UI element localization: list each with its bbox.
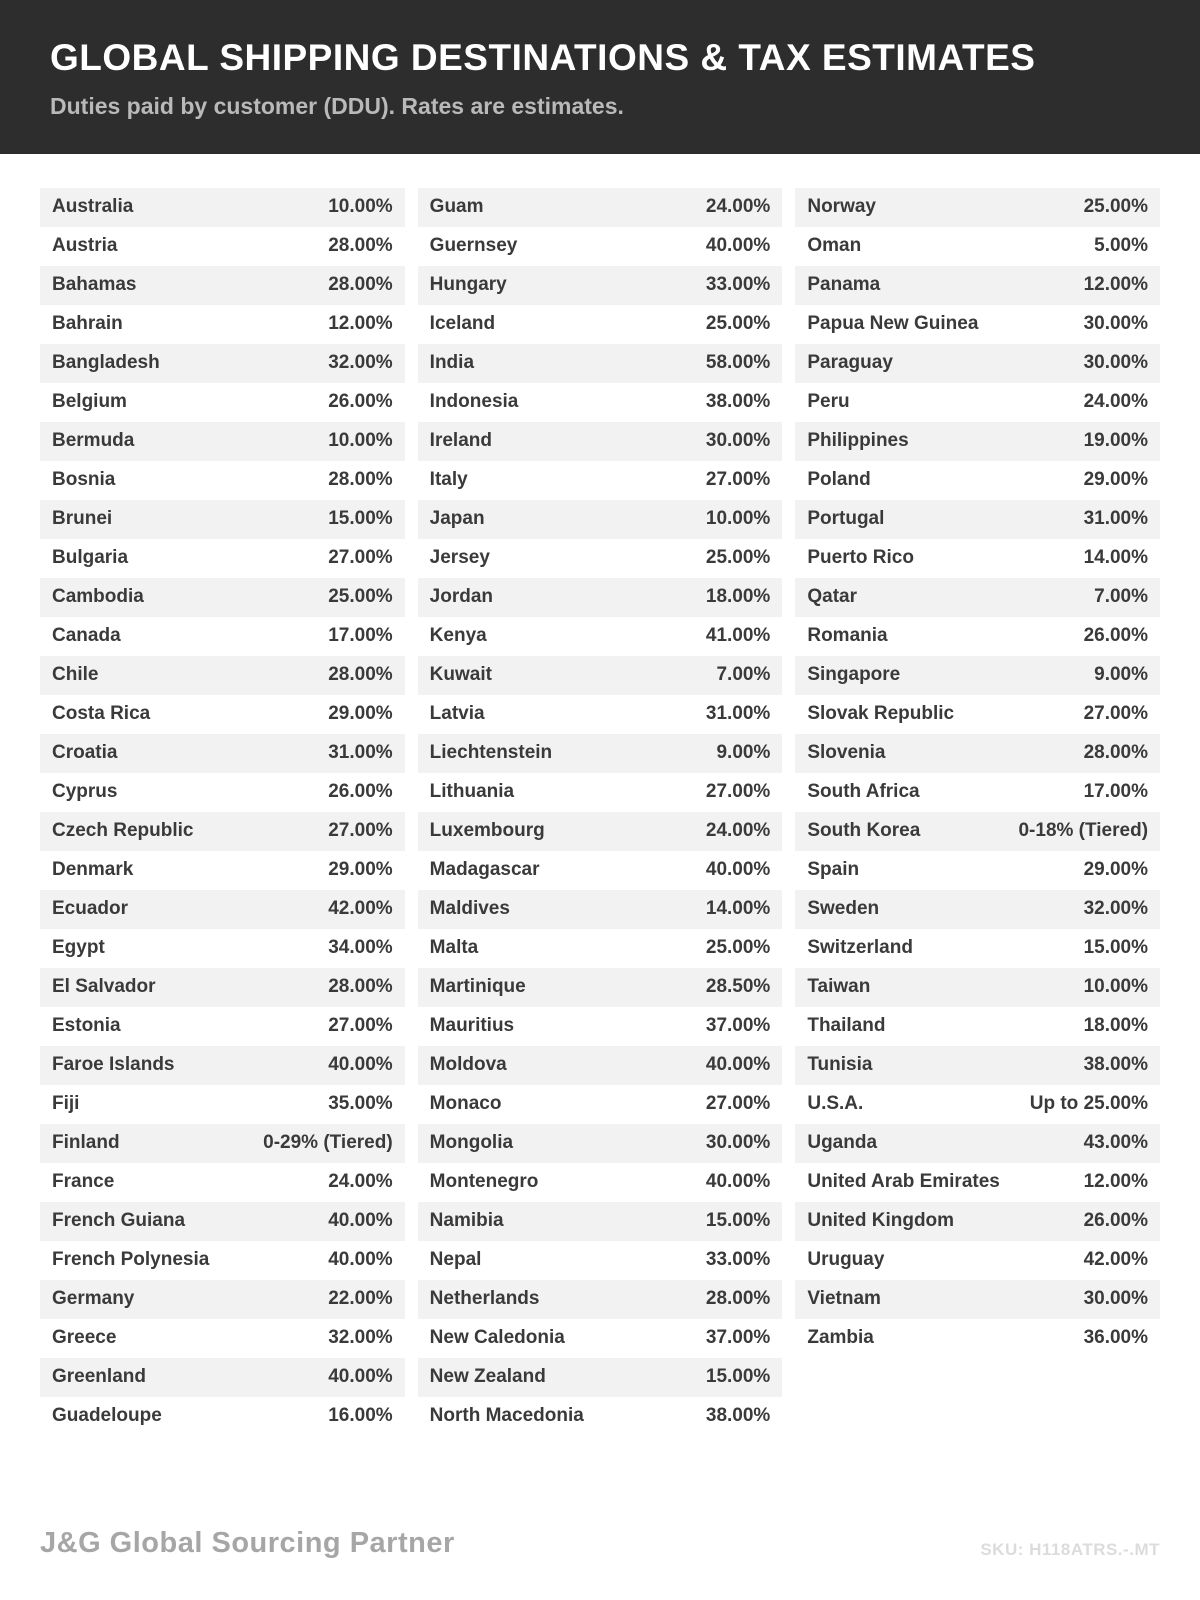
country-name: Belgium xyxy=(52,391,127,413)
table-row xyxy=(418,578,783,617)
tax-rate: 42.00% xyxy=(328,898,393,920)
tax-rate: 25.00% xyxy=(1083,196,1149,218)
country-name: Tunisia xyxy=(807,1054,873,1076)
country-name: Greenland xyxy=(52,1366,146,1388)
tax-rate: 26.00% xyxy=(328,391,393,413)
table-row xyxy=(795,734,1160,773)
country-name: French Guiana xyxy=(52,1210,186,1232)
tax-rate: 29.00% xyxy=(1083,859,1149,881)
tax-rate: 25.00% xyxy=(705,547,771,569)
country-name: Guam xyxy=(429,196,484,218)
country-name: United Kingdom xyxy=(807,1210,955,1232)
tax-rate: 27.00% xyxy=(328,547,393,569)
table-row xyxy=(418,1046,783,1085)
country-name: Egypt xyxy=(52,937,105,959)
table-row xyxy=(795,1085,1160,1124)
table-row xyxy=(418,890,783,929)
tax-rate: 29.00% xyxy=(1083,469,1149,491)
country-name: Luxembourg xyxy=(429,820,545,842)
rate-column-1 xyxy=(40,188,405,1436)
country-name: Nepal xyxy=(429,1249,482,1271)
table-row xyxy=(418,617,783,656)
country-name: North Macedonia xyxy=(429,1405,584,1427)
tax-rate: 10.00% xyxy=(328,196,393,218)
tax-rate: 28.00% xyxy=(328,235,393,257)
tax-rate: 26.00% xyxy=(1083,1210,1149,1232)
country-name: Portugal xyxy=(807,508,885,530)
table-row xyxy=(40,1163,405,1202)
table-row xyxy=(40,1046,405,1085)
table-row xyxy=(40,1358,405,1397)
country-name: Philippines xyxy=(807,430,909,452)
country-name: South Africa xyxy=(807,781,920,803)
tax-rate: 24.00% xyxy=(1083,391,1149,413)
tax-rate: 25.00% xyxy=(705,313,771,335)
country-name: Ecuador xyxy=(52,898,129,920)
table-row xyxy=(795,656,1160,695)
table-row xyxy=(795,305,1160,344)
page-header xyxy=(0,0,1200,154)
table-row xyxy=(418,266,783,305)
tax-rate: 22.00% xyxy=(328,1288,393,1310)
country-name: Denmark xyxy=(52,859,134,881)
country-name: Bosnia xyxy=(52,469,116,491)
country-name: Namibia xyxy=(429,1210,504,1232)
tax-rate: 27.00% xyxy=(1083,703,1149,725)
tax-rate: 28.00% xyxy=(328,469,393,491)
country-name: Vietnam xyxy=(807,1288,881,1310)
country-name: Malta xyxy=(429,937,479,959)
table-row xyxy=(40,773,405,812)
tax-rate: 28.00% xyxy=(328,274,393,296)
tax-rate: 27.00% xyxy=(705,469,771,491)
tax-rate: 18.00% xyxy=(1083,1015,1149,1037)
tax-rate: 30.00% xyxy=(1083,1288,1149,1310)
country-name: El Salvador xyxy=(52,976,156,998)
tax-rate: 30.00% xyxy=(1083,352,1149,374)
tax-rate: 28.00% xyxy=(1083,742,1149,764)
table-row xyxy=(795,695,1160,734)
tax-rate: 26.00% xyxy=(328,781,393,803)
tax-rate: 29.00% xyxy=(328,859,393,881)
table-row xyxy=(795,1319,1160,1358)
tax-rate: 25.00% xyxy=(705,937,771,959)
tax-rate: 33.00% xyxy=(705,274,771,296)
country-name: Singapore xyxy=(807,664,901,686)
tax-rate: 40.00% xyxy=(328,1366,393,1388)
table-row xyxy=(40,461,405,500)
table-row xyxy=(418,1007,783,1046)
table-row xyxy=(40,1202,405,1241)
table-row xyxy=(795,422,1160,461)
tax-rate: 10.00% xyxy=(1083,976,1149,998)
country-name: Austria xyxy=(52,235,118,257)
table-row xyxy=(418,539,783,578)
tax-rate: 27.00% xyxy=(328,1015,393,1037)
table-row xyxy=(418,1397,783,1436)
tax-rate: 29.00% xyxy=(328,703,393,725)
tax-rate: 12.00% xyxy=(1083,1171,1149,1193)
tax-rate: 24.00% xyxy=(705,820,771,842)
country-name: Hungary xyxy=(429,274,507,296)
country-name: Zambia xyxy=(807,1327,874,1349)
table-row xyxy=(418,1124,783,1163)
country-name: Guernsey xyxy=(429,235,518,257)
country-name: Latvia xyxy=(429,703,485,725)
tax-rate: 17.00% xyxy=(328,625,393,647)
country-name: Cyprus xyxy=(52,781,118,803)
country-name: U.S.A. xyxy=(807,1093,864,1115)
tax-rate: 28.00% xyxy=(328,976,393,998)
country-name: Bermuda xyxy=(52,430,135,452)
table-row xyxy=(40,812,405,851)
tax-rate: 38.00% xyxy=(1083,1054,1149,1076)
tax-rate: 27.00% xyxy=(328,820,393,842)
tax-rate: 31.00% xyxy=(328,742,393,764)
country-name: Germany xyxy=(52,1288,135,1310)
country-name: Jersey xyxy=(429,547,490,569)
table-row xyxy=(418,500,783,539)
tax-rate: 14.00% xyxy=(705,898,771,920)
tax-rate: 31.00% xyxy=(705,703,771,725)
brand-name: J&G Global Sourcing Partner xyxy=(40,1527,455,1559)
tax-rate: 35.00% xyxy=(328,1093,393,1115)
tax-rate: 36.00% xyxy=(1083,1327,1149,1349)
table-row xyxy=(795,1163,1160,1202)
country-name: Kuwait xyxy=(429,664,492,686)
country-name: Mongolia xyxy=(429,1132,514,1154)
country-name: Slovenia xyxy=(807,742,886,764)
country-name: Spain xyxy=(807,859,860,881)
country-name: Ireland xyxy=(429,430,492,452)
country-name: Thailand xyxy=(807,1015,886,1037)
country-name: Poland xyxy=(807,469,871,491)
country-name: Uruguay xyxy=(807,1249,885,1271)
table-row xyxy=(795,1046,1160,1085)
country-name: Chile xyxy=(52,664,99,686)
tax-rate: 27.00% xyxy=(705,781,771,803)
tax-rate: 10.00% xyxy=(705,508,771,530)
country-name: Martinique xyxy=(429,976,526,998)
table-row xyxy=(418,227,783,266)
table-row xyxy=(795,929,1160,968)
table-row xyxy=(795,266,1160,305)
tax-rate: 32.00% xyxy=(328,352,393,374)
country-name: Greece xyxy=(52,1327,117,1349)
tax-rate: Up to 25.00% xyxy=(1029,1093,1149,1115)
tax-rate: 28.00% xyxy=(328,664,393,686)
tax-rate: 38.00% xyxy=(705,1405,771,1427)
table-row xyxy=(418,1163,783,1202)
tax-rate: 19.00% xyxy=(1083,430,1149,452)
country-name: Bahrain xyxy=(52,313,123,335)
country-name: Qatar xyxy=(807,586,857,608)
table-row xyxy=(418,656,783,695)
country-name: Costa Rica xyxy=(52,703,151,725)
tax-rate: 7.00% xyxy=(1094,586,1149,608)
table-row xyxy=(418,461,783,500)
table-row xyxy=(795,188,1160,227)
table-row xyxy=(40,851,405,890)
tax-rate: 42.00% xyxy=(1083,1249,1149,1271)
table-row xyxy=(40,1397,405,1436)
tax-rate: 37.00% xyxy=(705,1327,771,1349)
sku-label: SKU: H118ATRS.-.MT xyxy=(980,1540,1160,1559)
table-row xyxy=(40,266,405,305)
tax-rate: 40.00% xyxy=(705,859,771,881)
table-row xyxy=(40,929,405,968)
country-name: New Zealand xyxy=(429,1366,546,1388)
table-row xyxy=(40,617,405,656)
tax-rate: 40.00% xyxy=(705,1171,771,1193)
country-name: French Polynesia xyxy=(52,1249,210,1271)
country-name: Sweden xyxy=(807,898,880,920)
tax-rate: 58.00% xyxy=(705,352,771,374)
country-name: Liechtenstein xyxy=(429,742,553,764)
table-row xyxy=(418,968,783,1007)
table-row xyxy=(40,1085,405,1124)
tax-rate: 9.00% xyxy=(716,742,771,764)
tax-rate: 5.00% xyxy=(1094,235,1149,257)
tax-rate: 7.00% xyxy=(716,664,771,686)
table-row xyxy=(418,305,783,344)
tax-rate: 41.00% xyxy=(705,625,771,647)
tax-rate: 28.00% xyxy=(705,1288,771,1310)
country-name: Australia xyxy=(52,196,134,218)
country-name: Indonesia xyxy=(429,391,519,413)
tax-rate: 14.00% xyxy=(1083,547,1149,569)
table-row xyxy=(795,383,1160,422)
tax-rate: 15.00% xyxy=(1083,937,1149,959)
country-name: South Korea xyxy=(807,820,921,842)
table-row xyxy=(40,500,405,539)
country-name: Lithuania xyxy=(429,781,515,803)
table-row xyxy=(418,383,783,422)
country-name: United Arab Emirates xyxy=(807,1171,1000,1193)
country-name: Japan xyxy=(429,508,485,530)
table-row xyxy=(40,188,405,227)
table-row xyxy=(418,344,783,383)
table-row xyxy=(40,305,405,344)
tax-rate: 28.50% xyxy=(705,976,771,998)
table-row xyxy=(418,1280,783,1319)
tax-rate: 12.00% xyxy=(328,313,393,335)
table-row xyxy=(795,890,1160,929)
country-name: Faroe Islands xyxy=(52,1054,175,1076)
table-row xyxy=(795,1241,1160,1280)
country-name: Fiji xyxy=(52,1093,80,1115)
table-row xyxy=(795,1124,1160,1163)
country-name: Jordan xyxy=(429,586,494,608)
tax-rate: 16.00% xyxy=(328,1405,393,1427)
country-name: Brunei xyxy=(52,508,113,530)
country-name: Finland xyxy=(52,1132,120,1154)
tax-rate: 30.00% xyxy=(705,1132,771,1154)
tax-rate: 24.00% xyxy=(705,196,771,218)
country-name: Montenegro xyxy=(429,1171,539,1193)
country-name: Oman xyxy=(807,235,862,257)
table-row xyxy=(40,539,405,578)
tax-rate: 40.00% xyxy=(705,235,771,257)
table-row xyxy=(795,578,1160,617)
tax-rate: 27.00% xyxy=(705,1093,771,1115)
table-row xyxy=(418,929,783,968)
country-name: Guadeloupe xyxy=(52,1405,162,1427)
table-row xyxy=(418,851,783,890)
tax-rate: 40.00% xyxy=(328,1249,393,1271)
tax-rate: 0-18% (Tiered) xyxy=(1018,820,1149,842)
table-row xyxy=(40,1280,405,1319)
table-row xyxy=(40,1124,405,1163)
page-title: GLOBAL SHIPPING DESTINATIONS & TAX ESTIMATES xyxy=(50,37,1036,78)
tax-rate: 32.00% xyxy=(1083,898,1149,920)
country-name: Bangladesh xyxy=(52,352,160,374)
country-name: Slovak Republic xyxy=(807,703,955,725)
country-name: Kenya xyxy=(429,625,487,647)
tax-rate: 40.00% xyxy=(328,1210,393,1232)
tax-rate: 12.00% xyxy=(1083,274,1149,296)
country-name: Moldova xyxy=(429,1054,507,1076)
table-row xyxy=(795,1007,1160,1046)
tax-rate: 34.00% xyxy=(328,937,393,959)
tax-rate: 26.00% xyxy=(1083,625,1149,647)
table-row xyxy=(795,344,1160,383)
table-row xyxy=(418,188,783,227)
country-name: Paraguay xyxy=(807,352,893,374)
rate-column-2 xyxy=(418,188,783,1436)
page-subtitle: Duties paid by customer (DDU). Rates are estimates. xyxy=(50,92,624,119)
country-name: Norway xyxy=(807,196,876,218)
country-name: Peru xyxy=(807,391,850,413)
tax-rate: 0-29% (Tiered) xyxy=(263,1132,393,1154)
table-row xyxy=(40,656,405,695)
table-row xyxy=(418,1241,783,1280)
table-row xyxy=(40,734,405,773)
table-row xyxy=(40,1241,405,1280)
country-name: Panama xyxy=(807,274,881,296)
table-row xyxy=(40,344,405,383)
rates-table xyxy=(0,154,1200,1436)
tax-rate: 30.00% xyxy=(705,430,771,452)
table-row xyxy=(418,1202,783,1241)
rate-column-3 xyxy=(795,188,1160,1358)
table-row xyxy=(795,968,1160,1007)
tax-rate: 43.00% xyxy=(1083,1132,1149,1154)
country-name: Monaco xyxy=(429,1093,502,1115)
tax-rate: 15.00% xyxy=(705,1210,771,1232)
table-row xyxy=(418,812,783,851)
tax-rate: 10.00% xyxy=(328,430,393,452)
country-name: Puerto Rico xyxy=(807,547,914,569)
table-row xyxy=(795,1280,1160,1319)
tax-rate: 40.00% xyxy=(705,1054,771,1076)
table-row xyxy=(418,1085,783,1124)
table-row xyxy=(418,773,783,812)
table-row xyxy=(418,734,783,773)
country-name: Romania xyxy=(807,625,888,647)
table-row xyxy=(40,227,405,266)
country-name: Maldives xyxy=(429,898,510,920)
country-name: Taiwan xyxy=(807,976,871,998)
country-name: Italy xyxy=(429,469,468,491)
table-row xyxy=(795,617,1160,656)
country-name: Estonia xyxy=(52,1015,121,1037)
country-name: New Caledonia xyxy=(429,1327,565,1349)
tax-rate: 33.00% xyxy=(705,1249,771,1271)
tax-rate: 15.00% xyxy=(705,1366,771,1388)
country-name: Switzerland xyxy=(807,937,913,959)
country-name: Croatia xyxy=(52,742,118,764)
table-row xyxy=(418,422,783,461)
tax-rate: 9.00% xyxy=(1094,664,1149,686)
country-name: Bahamas xyxy=(52,274,137,296)
country-name: Netherlands xyxy=(429,1288,540,1310)
country-name: Canada xyxy=(52,625,121,647)
tax-rate: 30.00% xyxy=(1083,313,1149,335)
page-footer xyxy=(40,1527,1160,1560)
country-name: Cambodia xyxy=(52,586,144,608)
table-row xyxy=(795,227,1160,266)
table-row xyxy=(40,890,405,929)
table-row xyxy=(795,773,1160,812)
table-row xyxy=(40,578,405,617)
table-row xyxy=(40,1007,405,1046)
table-row xyxy=(795,500,1160,539)
table-row xyxy=(40,383,405,422)
country-name: Bulgaria xyxy=(52,547,129,569)
country-name: Uganda xyxy=(807,1132,878,1154)
tax-rate: 38.00% xyxy=(705,391,771,413)
country-name: Mauritius xyxy=(429,1015,515,1037)
tax-rate: 40.00% xyxy=(328,1054,393,1076)
table-row xyxy=(40,422,405,461)
table-row xyxy=(418,695,783,734)
tax-rate: 17.00% xyxy=(1083,781,1149,803)
country-name: Madagascar xyxy=(429,859,540,881)
country-name: India xyxy=(429,352,475,374)
table-row xyxy=(40,695,405,734)
table-row xyxy=(418,1319,783,1358)
table-row xyxy=(40,1319,405,1358)
tax-rate: 32.00% xyxy=(328,1327,393,1349)
table-row xyxy=(795,812,1160,851)
table-row xyxy=(40,968,405,1007)
country-name: Iceland xyxy=(429,313,496,335)
tax-rate: 31.00% xyxy=(1083,508,1149,530)
table-row xyxy=(795,1202,1160,1241)
tax-rate: 15.00% xyxy=(328,508,393,530)
country-name: France xyxy=(52,1171,115,1193)
tax-rate: 24.00% xyxy=(328,1171,393,1193)
table-row xyxy=(795,539,1160,578)
country-name: Czech Republic xyxy=(52,820,194,842)
table-row xyxy=(418,1358,783,1397)
table-row xyxy=(795,461,1160,500)
tax-rate: 18.00% xyxy=(705,586,771,608)
country-name: Papua New Guinea xyxy=(807,313,979,335)
table-row xyxy=(795,851,1160,890)
tax-rate: 37.00% xyxy=(705,1015,771,1037)
tax-rate: 25.00% xyxy=(328,586,393,608)
